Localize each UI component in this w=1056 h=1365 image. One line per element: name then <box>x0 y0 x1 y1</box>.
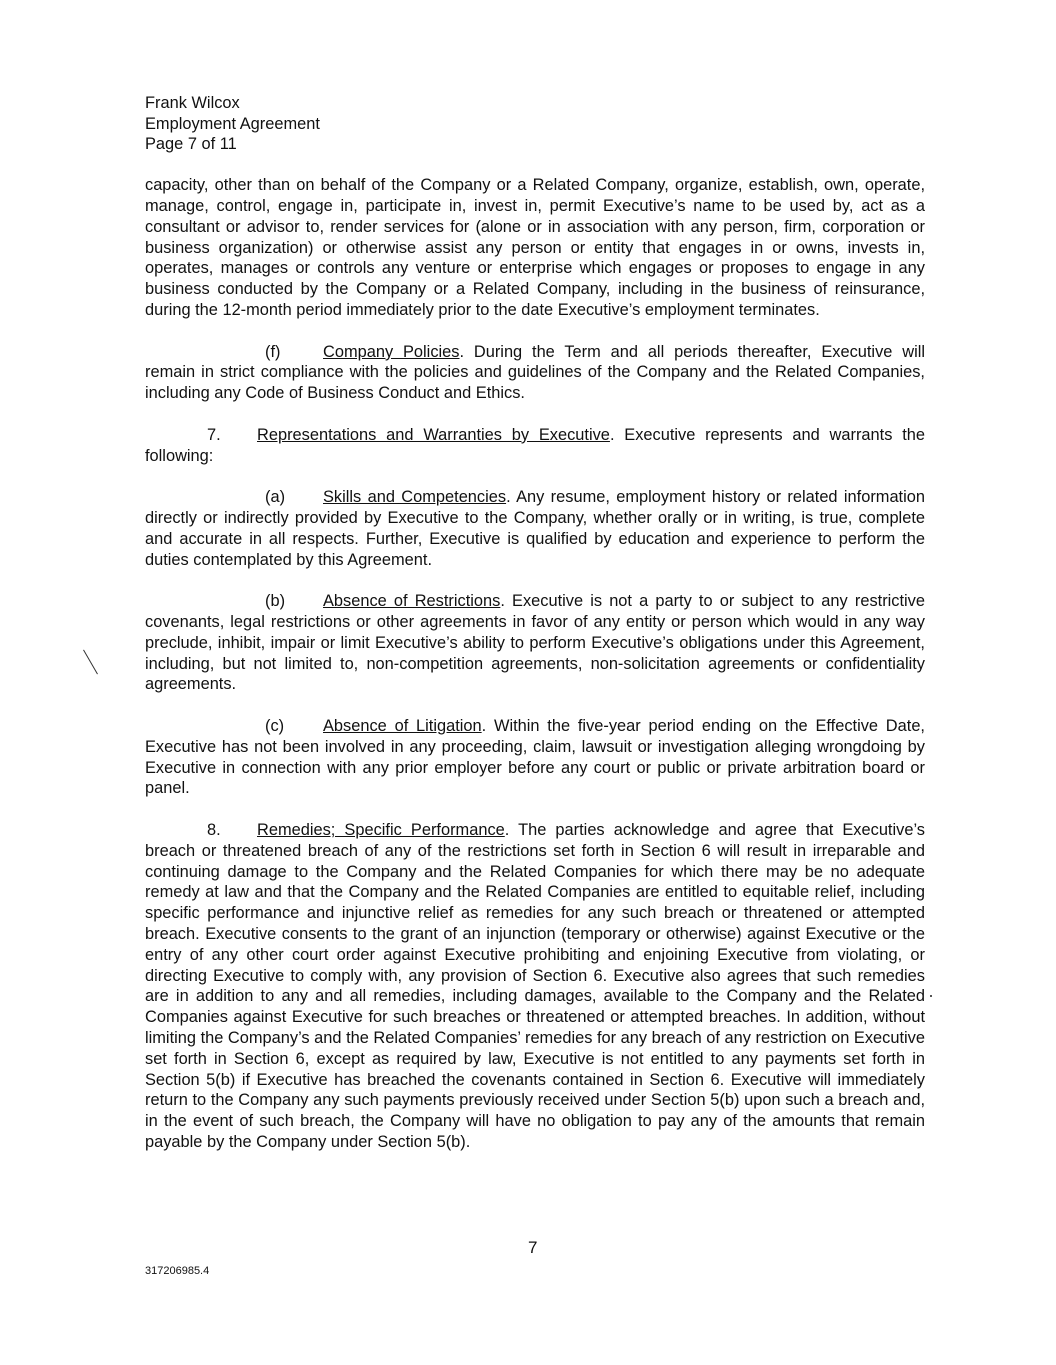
section-8-heading: Remedies; Specific Performance <box>257 821 505 839</box>
header-name: Frank Wilcox <box>145 94 240 112</box>
section-7 <box>145 425 925 467</box>
margin-pen-mark <box>83 650 98 675</box>
clause-f-text: . During the Term and all periods thereafter, Executive will remain in strict compliance with the policies and guidelines of the Company and the Related Companies, including any Code of Business Conduct and Ethics. <box>145 342 925 403</box>
continuation-paragraph: capacity, other than on behalf of the Company or a Related Company, organize, establish, own, operate, manage, control, engage in, participate in, invest in, permit Executive’s name to be used by, act as a consultant or advisor to, render services for (alone or in association with any person, firm, corporation or business organization) or otherwise assist any person or entity that engages in or owns, invests in, operates, manages or controls any venture or enterprise which engages or proposes to engage in any business conducted by the Company or a Related Company, including in the business of reinsurance, during the 12-month period immediately prior to the date Executive’s employment terminates. <box>145 176 925 320</box>
clause-a-text: . Any resume, employment history or related information directly or indirectly provided by Executive to the Company, whether orally or in writing, is true, complete and accurate in all respects. Further, Executive is qualified by education and experience to perform the duties contemplated by this Agreement. <box>145 488 925 569</box>
document-id: 317206985.4 <box>145 1265 210 1277</box>
clause-a-marker: (a) <box>265 488 286 507</box>
page-number: 7 <box>528 1238 538 1257</box>
clause-f <box>145 342 925 404</box>
clause-b-marker: (b) <box>265 592 286 611</box>
clause-b-heading: Absence of Restrictions <box>323 592 501 611</box>
clause-a <box>145 487 925 570</box>
margin-dot <box>930 995 932 997</box>
header-page-label: Page 7 of 11 <box>145 135 237 153</box>
section-7-heading: Representations and Warranties by Executive <box>257 425 610 444</box>
clause-c-heading: Absence of Litigation <box>323 717 482 736</box>
clause-a-heading: Skills and Competencies <box>323 488 507 507</box>
document-page <box>145 93 925 1153</box>
header-doc-title: Employment Agreement <box>145 114 320 133</box>
clause-c-marker: (c) <box>265 717 285 736</box>
section-8 <box>145 820 925 1153</box>
clause-b <box>145 591 925 695</box>
clause-b-text: . Executive is not a party to or subject to any restrictive covenants, legal restrictions or other agreements in favor of any entity or person which would in any way preclude, inhibit, impair or limit Executive’s ability to perform Executive’s obligations under this Agreement, including, but not limited to, non-competition agreements, non-solicitation agreements or confidentiality agreements. <box>145 592 925 694</box>
clause-f-heading: Company Policies <box>323 342 460 361</box>
clause-f-marker: (f) <box>265 342 281 361</box>
section-7-number: 7. <box>207 425 221 444</box>
clause-c <box>145 716 925 799</box>
page-header <box>145 93 925 155</box>
section-8-number: 8. <box>207 821 221 839</box>
section-7-text: . Executive represents and warrants the following: <box>145 425 925 465</box>
clause-c-text: . Within the five-year period ending on the Effective Date, Executive has not been involved in any proceeding, claim, lawsuit or investigation alleging wrongdoing by Executive in connection with any prior employer before any court or public or private arbitration board or panel. <box>145 717 925 798</box>
section-8-text: . The parties acknowledge and agree that Executive’s breach or threatened breach of any of the restrictions set forth in Section 6 will result in irreparable and continuing damage to the Company and the Related Companies for which there may be no adequate remedy at law and that the Company and the Related Companies are entitled to equitable relief, including specific performance and injunctive relief as remedies for any such breach or threatened or attempted breach. Executive consents to the grant of an injunction (temporary or otherwise) against Executive or the entry of any other court order against Executive prohibiting and enjoining Executive from violating, or directing Executive to comply with, any provision of Section 6. Executive also agrees that such remedies are in addition to any and all remedies, including damages, available to the Company and the Related Companies against Executive for such breaches or threatened or attempted breaches. In addition, without limiting the Company’s and the Related Companies’ remedies for any breach of any restriction on Executive set forth in Section 6, except as required by law, Executive is not entitled to any payments set forth in Section 5(b) if Executive has breached the covenants contained in Section 6. Executive will immediately return to the Company any such payments previously received under Section 5(b) upon such a breach and, in the event of such breach, the Company will have no obligation to pay any of the amounts that remain payable by the Company under Section 5(b). <box>145 821 925 1151</box>
